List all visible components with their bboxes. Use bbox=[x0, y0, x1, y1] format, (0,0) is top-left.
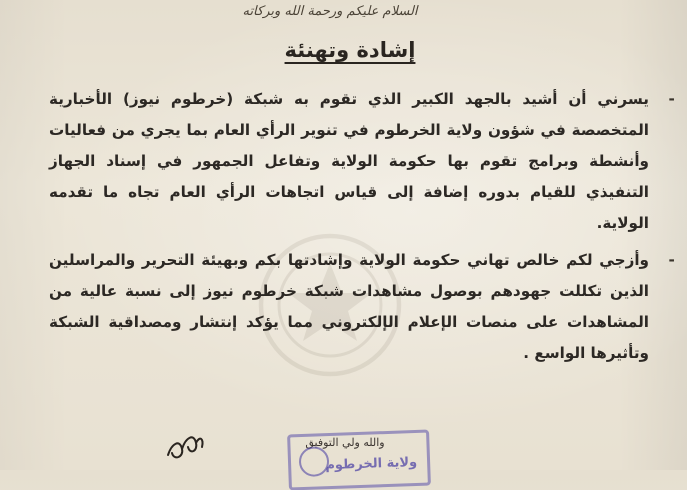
paragraph-1 bbox=[49, 84, 675, 239]
paragraph-2-bullet: - bbox=[668, 251, 675, 269]
letter-body bbox=[49, 84, 675, 375]
greeting-line: السلام عليكم ورحمة الله وبركاته bbox=[242, 4, 418, 19]
signature-icon bbox=[160, 425, 210, 467]
paragraph-1-text: يسرني أن أشيد بالجهد الكبير الذي تقوم به شبكة (خرطوم نيوز) الأخبارية المتخصصة في شؤون ولاية الخرطوم في تنوير الرأي العام بما يجري من فعاليات وأنشطة وبرامج تقوم بها حكومة الولاية وتفاعل الجمهور في إسناد الجهاز التنفيذي للقيام بدوره إضافة إلى قياس اتجاهات الرأي العام تجاه ما تقدمه الولاية. bbox=[49, 90, 649, 232]
closing-line: والله ولي التوفيق bbox=[305, 436, 385, 449]
stamp-text: ولاية الخرطوم bbox=[325, 454, 418, 474]
page-title: إشادة وتهنئة bbox=[284, 38, 416, 62]
paragraph-2-text: وأزجي لكم خالص تهاني حكومة الولاية وإشادتها بكم وبهيئة التحرير والمراسلين الذين تكللت جهودهم بوصول مشاهدات شبكة خرطوم نيوز إلى نسبة عالية من المشاهدات على منصات الإعلام الإلكتروني مما يؤكد إنتشار ومصداقية الشبكة وتأثيرها الواسع . bbox=[49, 251, 649, 362]
official-stamp bbox=[287, 430, 431, 490]
paragraph-2 bbox=[49, 245, 675, 369]
paragraph-1-bullet: - bbox=[668, 90, 675, 108]
